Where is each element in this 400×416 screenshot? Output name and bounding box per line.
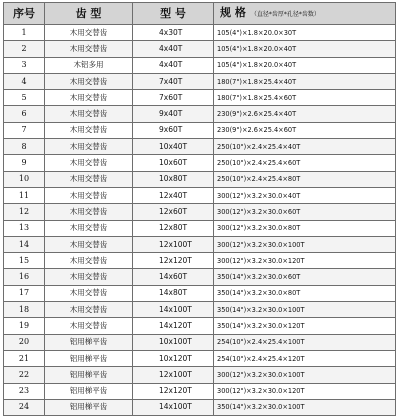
- tooth-type-cell: 木用交替齿: [45, 285, 133, 301]
- spec-table: [3, 2, 396, 416]
- row-number: 11: [4, 187, 45, 203]
- table-row: [4, 253, 396, 269]
- row-number: 20: [4, 334, 45, 350]
- spec-cell: 300(12")×3.2×30.0×40T: [214, 187, 396, 203]
- model-cell: 7x40T: [133, 73, 214, 89]
- spec-cell: 254(10")×2.4×25.4×120T: [214, 350, 396, 366]
- tooth-type-cell: 木铝多用: [45, 57, 133, 73]
- model-cell: 14x100T: [133, 302, 214, 318]
- tooth-type-cell: 木用交替齿: [45, 171, 133, 187]
- row-number: 13: [4, 220, 45, 236]
- tooth-type-cell: 铝用梯平齿: [45, 350, 133, 366]
- model-cell: 12x40T: [133, 187, 214, 203]
- tooth-type-cell: 木用交替齿: [45, 155, 133, 171]
- row-number: 14: [4, 236, 45, 252]
- spec-cell: 300(12")×3.2×30.0×100T: [214, 367, 396, 383]
- model-cell: 10x80T: [133, 171, 214, 187]
- header-spec-label: 规 格: [220, 5, 246, 19]
- model-cell: 4x40T: [133, 41, 214, 57]
- row-number: 17: [4, 285, 45, 301]
- tooth-type-cell: 铝用梯平齿: [45, 399, 133, 415]
- header-tooth-type: 齿 型: [45, 3, 133, 25]
- spec-cell: 250(10")×2.4×25.4×80T: [214, 171, 396, 187]
- model-cell: 9x40T: [133, 106, 214, 122]
- table-row: [4, 302, 396, 318]
- row-number: 22: [4, 367, 45, 383]
- table-row: [4, 204, 396, 220]
- row-number: 5: [4, 90, 45, 106]
- spec-cell: 180(7")×1.8×25.4×60T: [214, 90, 396, 106]
- table-row: [4, 139, 396, 155]
- tooth-type-cell: 木用交替齿: [45, 318, 133, 334]
- model-cell: 12x120T: [133, 383, 214, 399]
- table-row: [4, 57, 396, 73]
- spec-cell: 105(4")×1.8×20.0×40T: [214, 41, 396, 57]
- model-cell: 4x40T: [133, 57, 214, 73]
- spec-cell: 300(12")×3.2×30.0×100T: [214, 236, 396, 252]
- header-no: 序号: [4, 3, 45, 25]
- row-number: 6: [4, 106, 45, 122]
- table-row: [4, 25, 396, 41]
- spec-cell: 350(14")×3.2×30.0×80T: [214, 285, 396, 301]
- spec-cell: 105(4")×1.8×20.0×30T: [214, 25, 396, 41]
- header-row: [4, 3, 396, 25]
- tooth-type-cell: 木用交替齿: [45, 220, 133, 236]
- spec-cell: 300(12")×3.2×30.0×60T: [214, 204, 396, 220]
- table-row: [4, 155, 396, 171]
- model-cell: 12x100T: [133, 236, 214, 252]
- model-cell: 14x100T: [133, 399, 214, 415]
- spec-cell: 300(12")×3.2×30.0×120T: [214, 383, 396, 399]
- table-row: [4, 122, 396, 138]
- spec-cell: 350(14")×3.2×30.0×100T: [214, 302, 396, 318]
- tooth-type-cell: 木用交替齿: [45, 187, 133, 203]
- table-header: [4, 3, 396, 25]
- model-cell: 9x60T: [133, 122, 214, 138]
- tooth-type-cell: 木用交替齿: [45, 122, 133, 138]
- row-number: 7: [4, 122, 45, 138]
- table-row: [4, 106, 396, 122]
- tooth-type-cell: 木用交替齿: [45, 25, 133, 41]
- tooth-type-cell: 木用交替齿: [45, 204, 133, 220]
- row-number: 18: [4, 302, 45, 318]
- spec-cell: 300(12")×3.2×30.0×80T: [214, 220, 396, 236]
- row-number: 24: [4, 399, 45, 415]
- spec-cell: 350(14")×3.2×30.0×120T: [214, 318, 396, 334]
- table-row: [4, 318, 396, 334]
- spec-cell: 250(10")×2.4×25.4×60T: [214, 155, 396, 171]
- model-cell: 14x120T: [133, 318, 214, 334]
- row-number: 21: [4, 350, 45, 366]
- tooth-type-cell: 木用交替齿: [45, 253, 133, 269]
- model-cell: 4x30T: [133, 25, 214, 41]
- model-cell: 14x60T: [133, 269, 214, 285]
- tooth-type-cell: 木用交替齿: [45, 302, 133, 318]
- model-cell: 10x120T: [133, 350, 214, 366]
- tooth-type-cell: 木用交替齿: [45, 139, 133, 155]
- tooth-type-cell: 木用交替齿: [45, 73, 133, 89]
- model-cell: 12x120T: [133, 253, 214, 269]
- model-cell: 14x80T: [133, 285, 214, 301]
- table-row: [4, 171, 396, 187]
- spec-cell: 230(9")×2.6×25.4×40T: [214, 106, 396, 122]
- tooth-type-cell: 木用交替齿: [45, 90, 133, 106]
- spec-cell: 105(4")×1.8×20.0×40T: [214, 57, 396, 73]
- spec-cell: 254(10")×2.4×25.4×100T: [214, 334, 396, 350]
- table-body: [4, 25, 396, 416]
- table-row: [4, 399, 396, 415]
- model-cell: 12x60T: [133, 204, 214, 220]
- row-number: 16: [4, 269, 45, 285]
- model-cell: 12x100T: [133, 367, 214, 383]
- spec-cell: 250(10")×2.4×25.4×40T: [214, 139, 396, 155]
- tooth-type-cell: 铝用梯平齿: [45, 334, 133, 350]
- row-number: 9: [4, 155, 45, 171]
- model-cell: 7x60T: [133, 90, 214, 106]
- tooth-type-cell: 铝用梯平齿: [45, 383, 133, 399]
- table-row: [4, 285, 396, 301]
- header-spec: [214, 3, 396, 25]
- table-row: [4, 187, 396, 203]
- table-row: [4, 383, 396, 399]
- table-row: [4, 334, 396, 350]
- table-row: [4, 236, 396, 252]
- spec-cell: 350(14")×3.2×30.0×100T: [214, 399, 396, 415]
- spec-cell: 300(12")×3.2×30.0×120T: [214, 253, 396, 269]
- row-number: 1: [4, 25, 45, 41]
- row-number: 15: [4, 253, 45, 269]
- row-number: 8: [4, 139, 45, 155]
- model-cell: 10x60T: [133, 155, 214, 171]
- header-model: 型 号: [133, 3, 214, 25]
- table-row: [4, 367, 396, 383]
- row-number: 23: [4, 383, 45, 399]
- table-row: [4, 41, 396, 57]
- spec-cell: 180(7")×1.8×25.4×40T: [214, 73, 396, 89]
- header-spec-note: （直径*齿厚*孔径*齿数）: [250, 10, 320, 18]
- row-number: 4: [4, 73, 45, 89]
- row-number: 19: [4, 318, 45, 334]
- row-number: 3: [4, 57, 45, 73]
- spec-cell: 350(14")×3.2×30.0×60T: [214, 269, 396, 285]
- tooth-type-cell: 木用交替齿: [45, 236, 133, 252]
- row-number: 10: [4, 171, 45, 187]
- table-row: [4, 269, 396, 285]
- row-number: 12: [4, 204, 45, 220]
- table-row: [4, 350, 396, 366]
- tooth-type-cell: 木用交替齿: [45, 106, 133, 122]
- tooth-type-cell: 木用交替齿: [45, 269, 133, 285]
- tooth-type-cell: 木用交替齿: [45, 41, 133, 57]
- model-cell: 12x80T: [133, 220, 214, 236]
- table-row: [4, 90, 396, 106]
- model-cell: 10x40T: [133, 139, 214, 155]
- table-row: [4, 73, 396, 89]
- tooth-type-cell: 铝用梯平齿: [45, 367, 133, 383]
- model-cell: 10x100T: [133, 334, 214, 350]
- table-row: [4, 220, 396, 236]
- spec-cell: 230(9")×2.6×25.4×60T: [214, 122, 396, 138]
- row-number: 2: [4, 41, 45, 57]
